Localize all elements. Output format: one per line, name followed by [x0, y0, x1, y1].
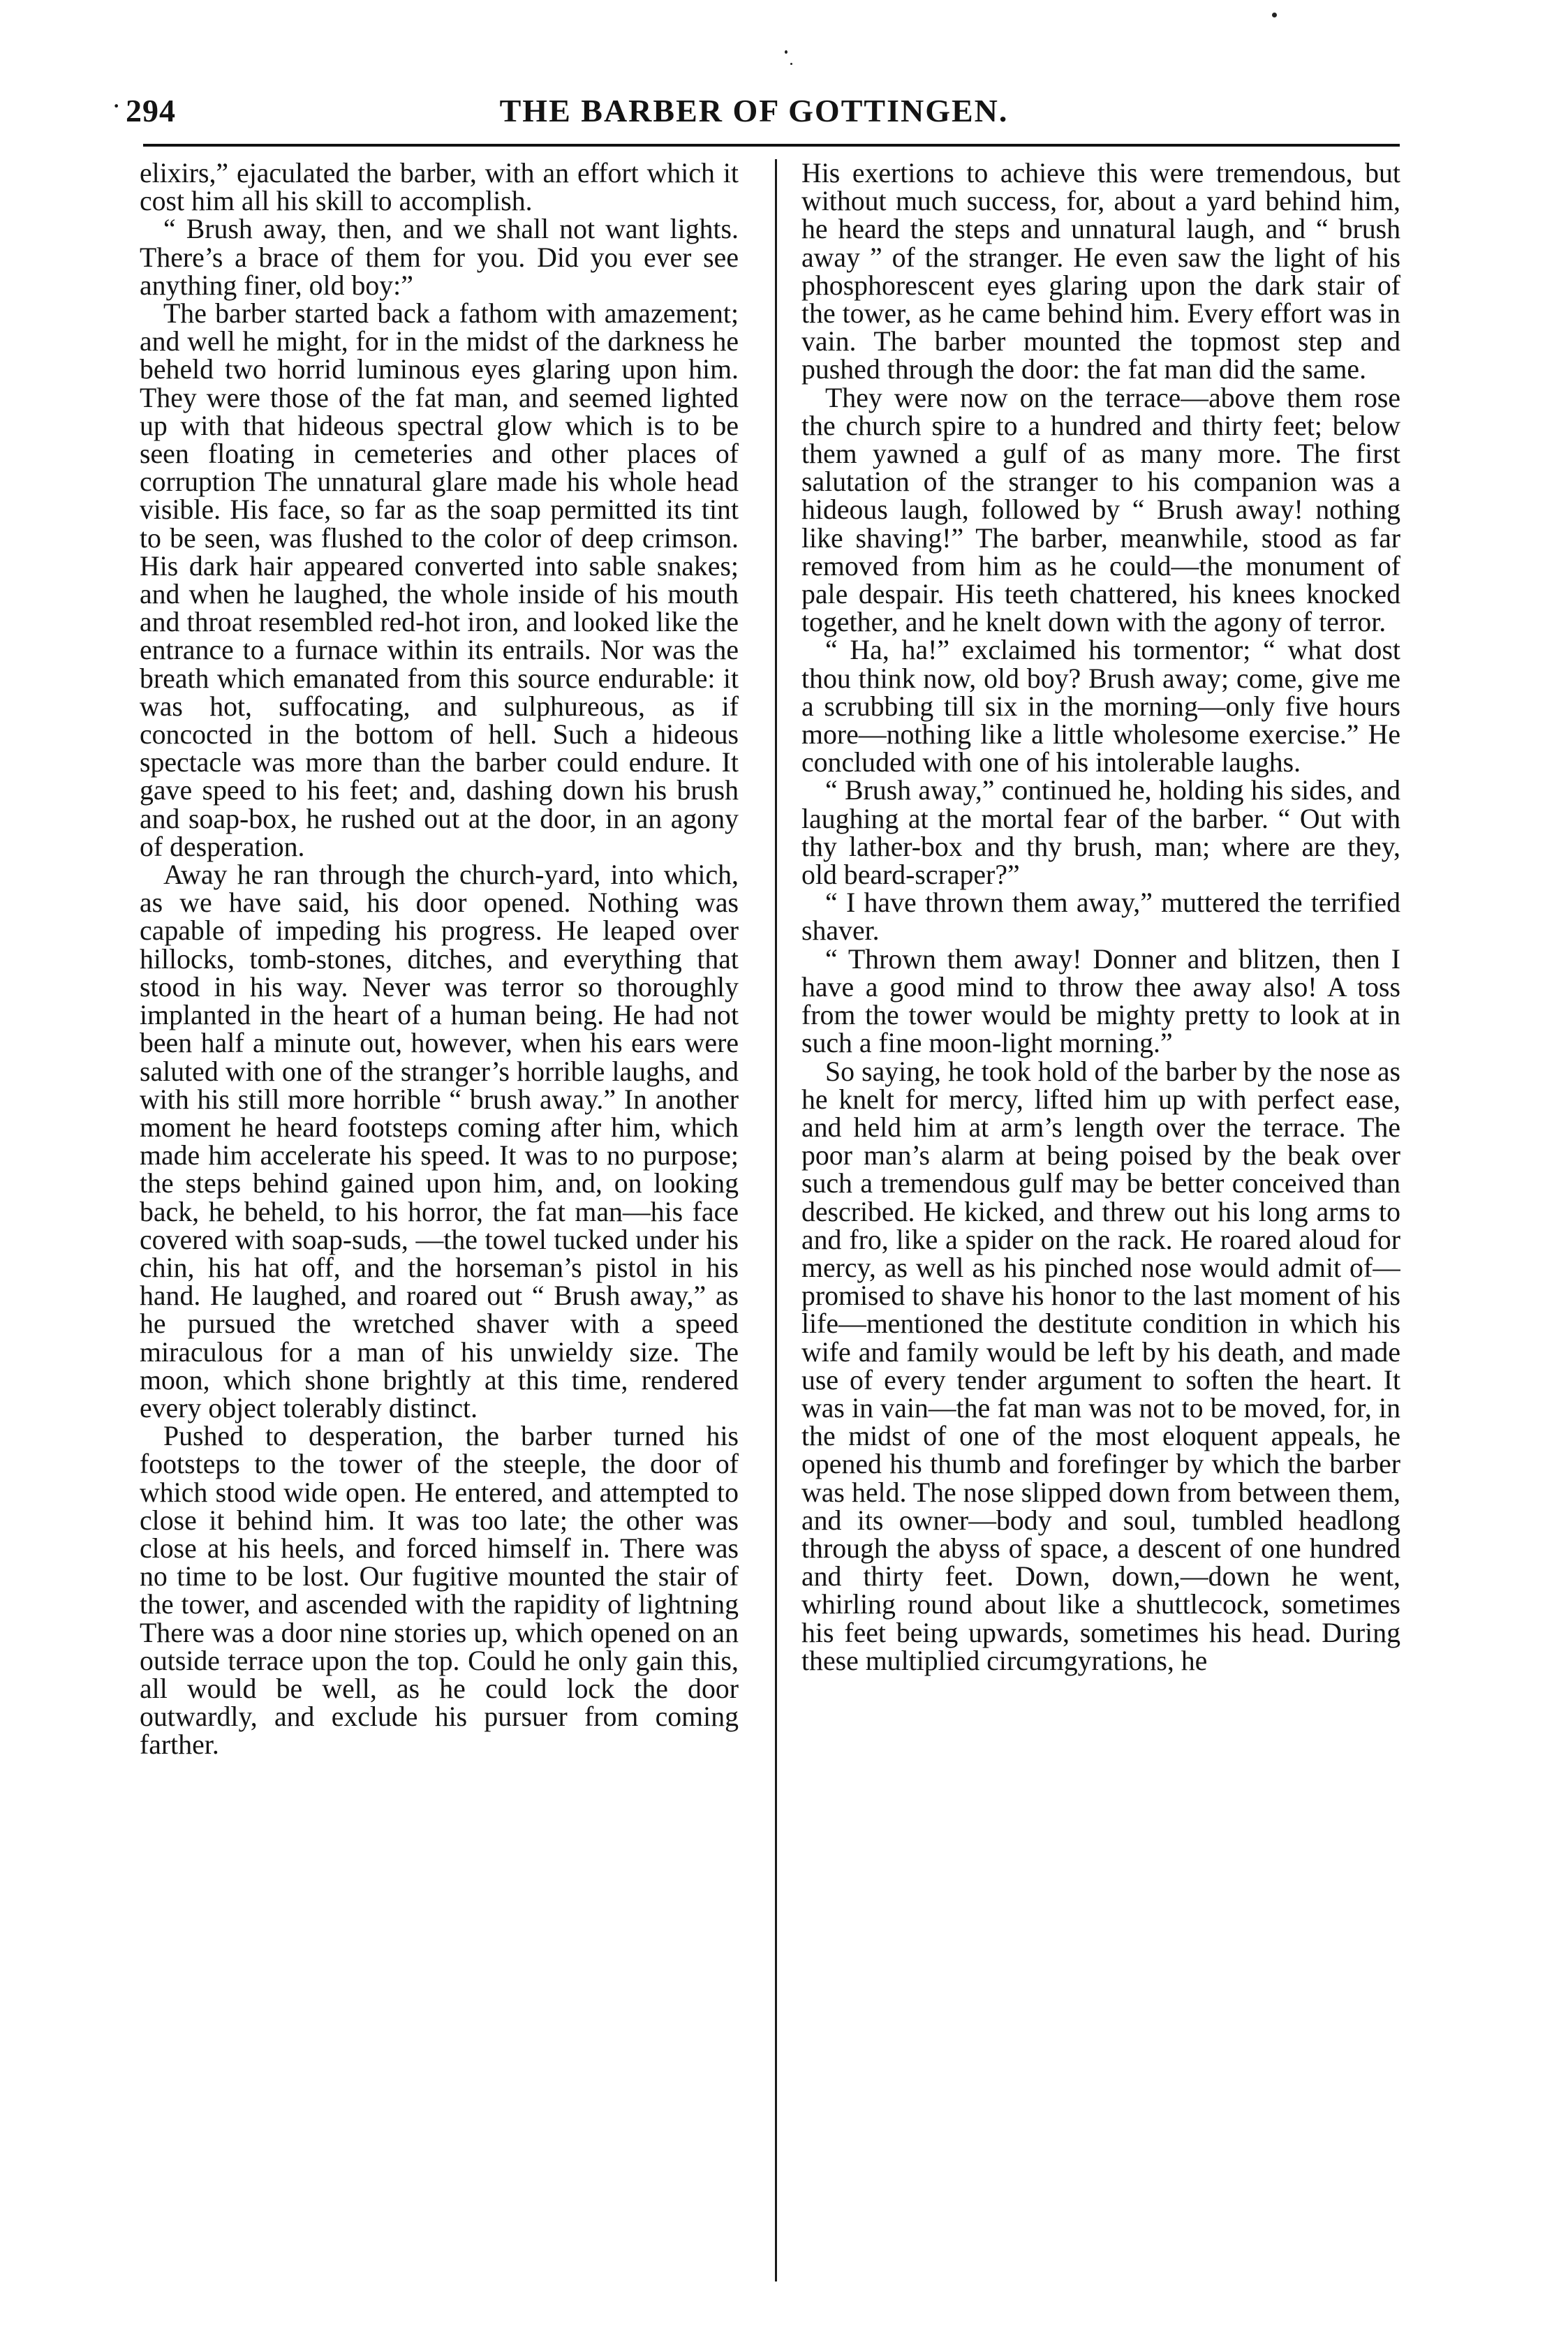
right-column — [801, 159, 1400, 2295]
paragraph: “ Thrown them away! Donner and blitzen, then I have a good mind to throw thee away also! A toss from the tower would be mighty pretty to look at in such a fine moon-light morning.” — [801, 943, 1400, 1059]
paragraph: Away he ran through the church-yard, into which, as we have said, his door opened. Nothing was capable of impeding his progress. He leaped over hillocks, tomb-stones, ditches, and everything that stood in his way. Never was terror so thoroughly implanted in the heart of a human being. He had not been half a minute out, however, when his ears were saluted with one of the stranger’s horrible laughs, and with his still more horrible “ brush away.” In another moment he heard footsteps coming after him, which made him accelerate his speed. It was to no purpose; the steps behind gained upon him, and, on looking back, he beheld, to his horror, the fat man—his face covered with soap-suds, —the towel tucked under his chin, his hat off, and the horseman’s pistol in his hand. He laughed, and roared out “ Brush away,” as he pursued the wretched shaver with a speed miraculous for a man of his unwieldy size. The moon, which shone brightly at this time, rendered every object tolerably distinct. — [140, 859, 739, 1423]
paragraph: So saying, he took hold of the barber by the nose as he knelt for mercy, lifted him up with perfect ease, and held him at arm’s length over the terrace. The poor man’s alarm at being poised by the beak over such a tremendous gulf may be better conceived than described. He kicked, and threw out his long arms to and fro, like a spider on the rack. He roared aloud for mercy, as well as his pinched nose would admit of—promised to shave his honor to the last moment of his life—mentioned the destitute condition in which his wife and family would be left by his death, and made use of every tender argument to soften the heart. It was in vain—the fat man was not to be moved, for, in the midst of one of the most eloquent appeals, he opened his thumb and forefinger by which the barber was held. The nose slipped down from between them, and its owner—body and soul, tumbled headlong through the abyss of space, a descent of one hundred and thirty feet. Down, down,—down he went, whirling round about like a shuttlecock, sometimes his feet being upwards, sometimes his head. During these multiplied circumgyrations, he — [801, 1056, 1400, 1676]
paragraph: The barber started back a fathom with amazement; and well he might, for in the midst of the darkness he beheld two horrid luminous eyes glaring upon him. They were those of the fat man, and seemed lighted up with that hideous spectral glow which is to be seen floating in cemeteries and other places of corruption The unnatural glare made his whole head visible. His face, so far as the soap permitted its tint to be seen, was flushed to the color of deep crimson. His dark hair appeared converted into sable snakes; and when he laughed, the whole inside of his mouth and throat resembled red-hot iron, and looked like the entrance to a furnace within its entrails. Nor was the breath which emanated from this source endurable: it was hot, suffocating, and sulphureous, as if concocted in the bottom of hell. Such a hideous spectacle was more than the barber could endure. It gave speed to his feet; and, dashing down his brush and soap-box, he rushed out at the door, in an agony of desperation. — [140, 298, 739, 862]
left-column — [140, 159, 739, 2295]
paragraph: They were now on the terrace—above them rose the church spire to a hundred and thirty feet; below them yawned a gulf of as many more. The first salutation of the stranger to his companion was a hideous laugh, followed by “ Brush away! nothing like shaving!” The barber, meanwhile, stood as far removed from him as he could—the monument of pale despair. His teeth chattered, his knees knocked together, and he knelt down with the agony of terror. — [801, 382, 1400, 638]
paragraph: “ Brush away, then, and we shall not want lights. There’s a brace of them for you. Did you ever see anything finer, old boy:” — [140, 214, 739, 301]
ink-speck — [1272, 13, 1277, 17]
paragraph: elixirs,” ejaculated the barber, with an effort which it cost him all his skill to accomplish. — [140, 159, 739, 217]
column-divider — [775, 159, 777, 2281]
page-number: 294 — [126, 93, 176, 128]
ink-speck — [790, 63, 792, 65]
ink-speck — [785, 50, 787, 54]
paragraph: Pushed to desperation, the barber turned his footsteps to the tower of the steeple, the door of which stood wide open. He entered, and attempted to close it behind him. It was too late; the other was close at his heels, and forced himself in. There was no time to be lost. Our fugitive mounted the stair of the tower, and ascended with the rapidity of lightning There was a door nine stories up, which opened on an outside terrace upon the top. Could he only gain this, all would be well, as he could lock the door outwardly, and exclude his pursuer from coming farther. — [140, 1421, 739, 1761]
page-header — [112, 84, 1396, 140]
paragraph: His exertions to achieve this were tremendous, but without much success, for, about a yard behind him, he heard the steps and unnatural laugh, and “ brush away ” of the stranger. He even saw the light of his phosphorescent eyes glaring upon the dark stair of the tower, as he came behind him. Every effort was in vain. The barber mounted the topmost step and pushed through the door: the fat man did the same. — [801, 159, 1400, 385]
paragraph: “ I have thrown them away,” muttered the terrified shaver. — [801, 887, 1400, 947]
paragraph: “ Brush away,” continued he, holding his sides, and laughing at the mortal fear of the barber. “ Out with thy lather-box and thy brush, man; where are they, old beard-scraper?” — [801, 775, 1400, 891]
header-rule — [143, 144, 1400, 147]
header-bullet: · — [112, 90, 121, 121]
paragraph: “ Ha, ha!” exclaimed his tormentor; “ what dost thou think now, old boy? Brush away; come, give me a scrubbing till six in the morning—only five hours more—nothing like a little wholesome exercise.” He concluded with one of his intolerable laughs. — [801, 635, 1400, 778]
running-title: THE BARBER OF GOTTINGEN. — [499, 93, 1009, 128]
